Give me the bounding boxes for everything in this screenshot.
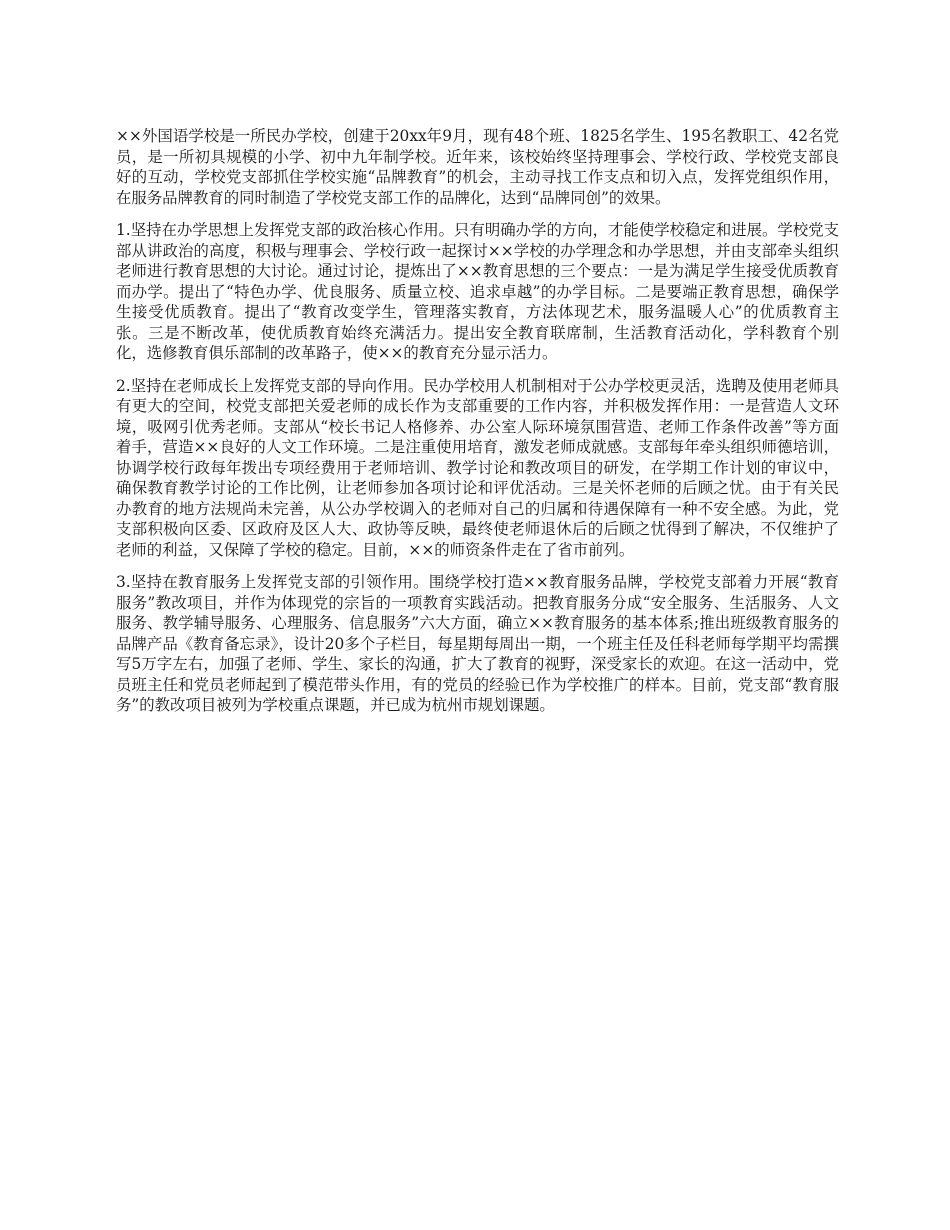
paragraph-section-1: 1.坚持在办学思想上发挥党支部的政治核心作用。只有明确办学的方向，才能使学校稳定和进展。学校党支部从讲政治的高度，积极与理事会、学校行政一起探讨××学校的办学理念和办学思想，并由支部牵头组织老师进行教育思想的大讨论。通过讨论，提炼出了××教育思想的三个要点：一是为满足学生接受优质教育而办学。提出了“特色办学、优良服务、质量立校、追求卓越”的办学目标。二是要端正教育思想，确保学生接受优质教育。提出了“教育改变学生，管理落实教育，方法体现艺术，服务温暖人心”的优质教育主张。三是不断改革，使优质教育始终充满活力。提出安全教育联席制，生活教育活动化，学科教育个别化，选修教育俱乐部制的改革路子，使××的教育充分显示活力。 [116,221,839,362]
paragraph-section-2: 2.坚持在老师成长上发挥党支部的导向作用。民办学校用人机制相对于公办学校更灵活，选聘及使用老师具有更大的空间，校党支部把关爱老师的成长作为支部重要的工作内容，并积极发挥作用：一是营造人文环境，吸网引优秀老师。支部从“校长书记人格修养、办公室人际环境氛围营造、老师工作条件改善”等方面着手，营造××良好的人文工作环境。二是注重使用培育，激发老师成就感。支部每年牵头组织师德培训，协调学校行政每年拨出专项经费用于老师培训、教学讨论和教改项目的研发，在学期工作计划的审议中，确保教育教学讨论的工作比例，让老师参加各项讨论和评优活动。三是关怀老师的后顾之忧。由于有关民办教育的地方法规尚未完善，从公办学校调入的老师对自己的归属和待遇保障有一种不安全感。为此，党支部积极向区委、区政府及区人大、政协等反映，最终使老师退休后的后顾之忧得到了解决，不仅维护了老师的利益，又保障了学校的稳定。目前，××的师资条件走在了省市前列。 [116,376,839,559]
document-body [116,126,839,728]
paragraph-section-3: 3.坚持在教育服务上发挥党支部的引领作用。围绕学校打造××教育服务品牌，学校党支部着力开展“教育服务”教改项目，并作为体现党的宗旨的一项教育实践活动。把教育服务分成“安全服务、生活服务、人文服务、教学辅导服务、心理服务、信息服务”六大方面，确立××教育服务的基本体系;推出班级教育服务的品牌产品《教育备忘录》，设计20多个子栏目，每星期每周出一期，一个班主任及任科老师每学期平均需撰写5万字左右，加强了老师、学生、家长的沟通，扩大了教育的视野，深受家长的欢迎。在这一活动中，党员班主任和党员老师起到了模范带头作用，有的党员的经验已作为学校推广的样本。目前，党支部“教育服务”的教改项目被列为学校重点课题，并已成为杭州市规划课题。 [116,573,839,714]
paragraph-intro: ××外国语学校是一所民办学校，创建于20xx年9月，现有48个班、1825名学生、195名教职工、42名党员，是一所初具规模的小学、初中九年制学校。近年来，该校始终坚持理事会、学校行政、学校党支部良好的互动，学校党支部抓住学校实施“品牌教育”的机会，主动寻找工作支点和切入点，发挥党组织作用，在服务品牌教育的同时制造了学校党支部工作的品牌化，达到“品牌同创”的效果。 [116,127,839,207]
